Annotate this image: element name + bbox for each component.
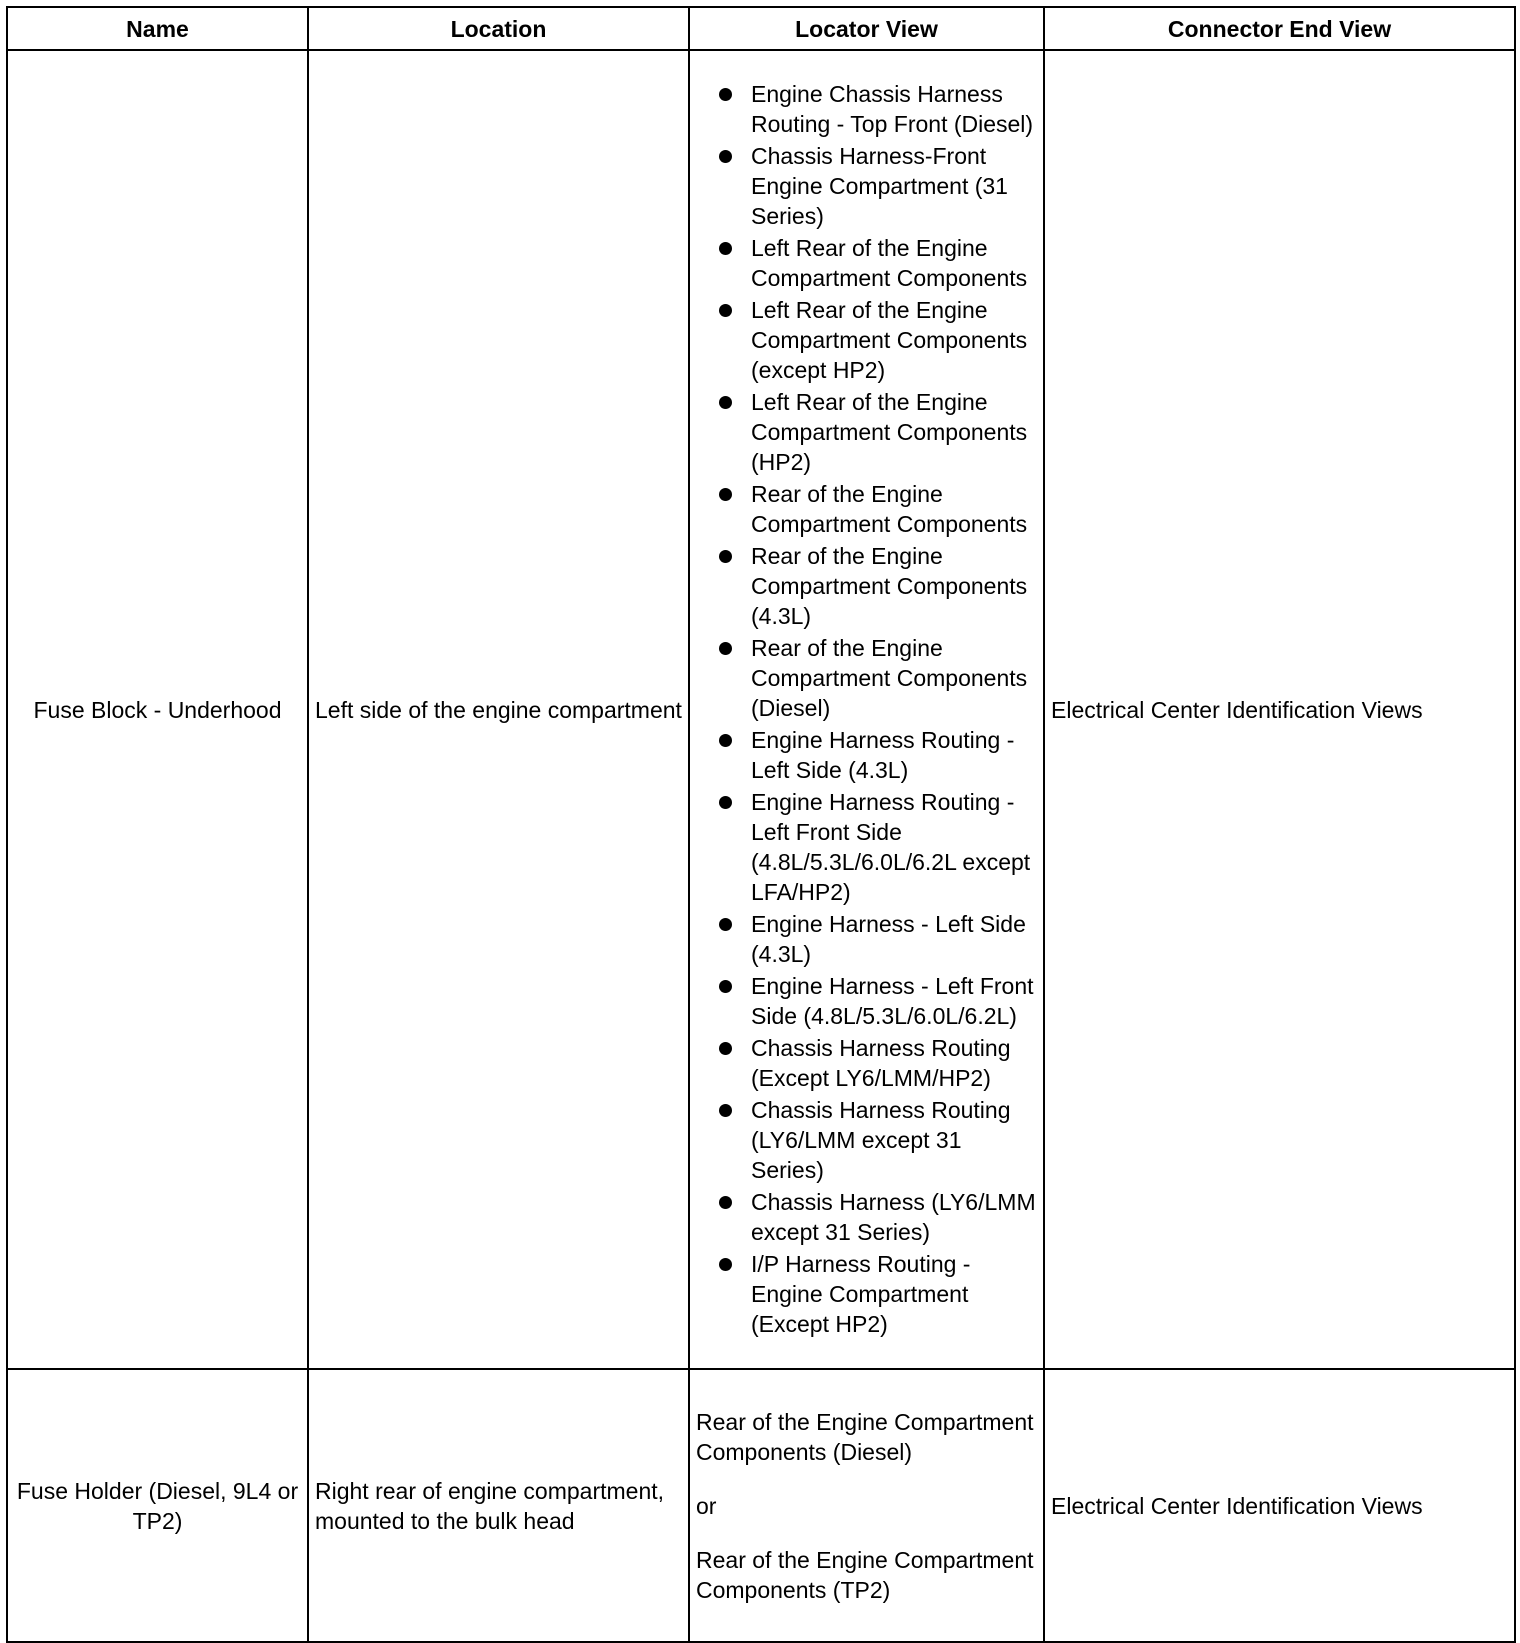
connector-table (6, 6, 1516, 1643)
table-row (7, 50, 1515, 1369)
locator-item[interactable]: Rear of the Engine Compartment Components (4.3L) (696, 541, 1037, 631)
locator-text-block (696, 1405, 1037, 1607)
locator-item[interactable]: Chassis Harness Routing (LY6/LMM except 31 Series) (696, 1095, 1037, 1185)
locator-item[interactable]: Engine Harness - Left Front Side (4.8L/5.3L/6.0L/6.2L) (696, 971, 1037, 1031)
cell-connector-end-view[interactable]: Electrical Center Identification Views (1044, 1369, 1515, 1642)
cell-location: Right rear of engine compartment, mounted to the bulk head (308, 1369, 689, 1642)
locator-list (696, 73, 1037, 1347)
cell-name: Fuse Block - Underhood (7, 50, 308, 1369)
locator-item[interactable]: Rear of the Engine Compartment Components (696, 479, 1037, 539)
locator-item[interactable]: Engine Harness Routing - Left Side (4.3L) (696, 725, 1037, 785)
cell-name: Fuse Holder (Diesel, 9L4 or TP2) (7, 1369, 308, 1642)
cell-connector-end-view[interactable]: Electrical Center Identification Views (1044, 50, 1515, 1369)
locator-item[interactable]: Left Rear of the Engine Compartment Components (HP2) (696, 387, 1037, 477)
locator-item[interactable]: Chassis Harness Routing (Except LY6/LMM/HP2) (696, 1033, 1037, 1093)
header-row (7, 7, 1515, 50)
locator-item[interactable]: Engine Chassis Harness Routing - Top Front (Diesel) (696, 79, 1037, 139)
cell-location: Left side of the engine compartment (308, 50, 689, 1369)
header-locator-view: Locator View (689, 7, 1044, 50)
locator-item[interactable]: I/P Harness Routing - Engine Compartment (Except HP2) (696, 1249, 1037, 1339)
header-connector-end-view: Connector End View (1044, 7, 1515, 50)
locator-item[interactable]: Left Rear of the Engine Compartment Components (696, 233, 1037, 293)
locator-item[interactable]: Engine Harness Routing - Left Front Side (4.8L/5.3L/6.0L/6.2L except LFA/HP2) (696, 787, 1037, 907)
locator-item[interactable]: Left Rear of the Engine Compartment Components (except HP2) (696, 295, 1037, 385)
locator-item[interactable]: Chassis Harness (LY6/LMM except 31 Series) (696, 1187, 1037, 1247)
locator-or-text: or (696, 1492, 717, 1519)
locator-item[interactable]: Chassis Harness-Front Engine Compartment (31 Series) (696, 141, 1037, 231)
cell-locator-view (689, 1369, 1044, 1642)
cell-locator-view (689, 50, 1044, 1369)
locator-item[interactable]: Rear of the Engine Compartment Components (Diesel) (696, 633, 1037, 723)
locator-item[interactable]: Engine Harness - Left Side (4.3L) (696, 909, 1037, 969)
header-name: Name (7, 7, 308, 50)
header-location: Location (308, 7, 689, 50)
locator-link[interactable]: Rear of the Engine Compartment Components (Diesel) (696, 1408, 1034, 1465)
locator-link[interactable]: Rear of the Engine Compartment Components (TP2) (696, 1546, 1034, 1603)
table-row (7, 1369, 1515, 1642)
